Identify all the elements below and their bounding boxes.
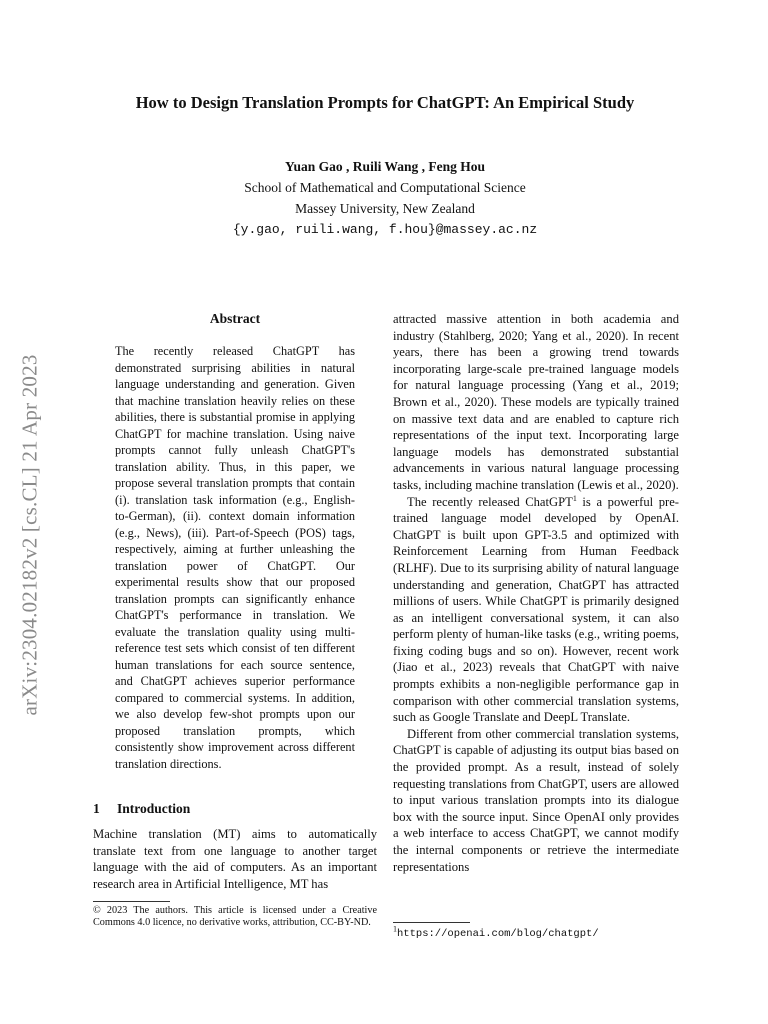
footnote-divider-left <box>93 901 170 902</box>
affiliation-school: School of Mathematical and Computational Science <box>244 180 526 195</box>
section-number: 1 <box>93 801 100 816</box>
right-paragraph-2 <box>393 494 679 726</box>
arxiv-identifier-text: arXiv:2304.02182v2 [cs.CL] 21 Apr 2023 <box>17 354 42 716</box>
right-paragraph-3: Different from other commercial translation systems, ChatGPT is capable of adjusting its output bias based on the provided prompt. As a result, instead of solely requesting translations from ChatGPT, users are allowed to input various translation prompts into its dialogue box with the source input. Since OpenAI only provides a web interface to access ChatGPT, we cannot modify the internal components or retrieve the intermediate representations <box>393 726 679 874</box>
license-footnote: © 2023 The authors. This article is licensed under a Creative Commons 4.0 licence, no derivative works, attribution, CC-BY-ND. <box>93 905 377 929</box>
author-block <box>80 156 690 240</box>
section-heading-introduction <box>93 801 190 817</box>
abstract-heading: Abstract <box>209 311 261 326</box>
url-footnote-marker: 1 <box>393 924 397 934</box>
paragraph-2-start: The recently released ChatGPT <box>407 494 573 509</box>
right-column <box>393 311 679 875</box>
footnote-marker: 1 <box>572 493 577 503</box>
section-title: Introduction <box>117 801 191 816</box>
author-names: Yuan Gao , Ruili Wang , Feng Hou <box>285 159 485 174</box>
author-emails: {y.gao, ruili.wang, f.hou}@massey.ac.nz <box>232 222 538 237</box>
paper-title: How to Design Translation Prompts for ChatGPT: An Empirical Study <box>135 93 635 112</box>
paragraph-2-rest: is a powerful pre-trained language model developed by OpenAI. ChatGPT is built upon GPT-3.5 and optimized with Reinforcement Learning from Human Feedback (RLHF). Due to its surprising ability of natural language understanding and generation, ChatGPT has attracted millions of users. While ChatGPT is primarily designed as an intelligent conversational system, it can also perform plenty of human-like tasks (e.g., writing poems, fixing coding bugs and so on). However, recent work (Jiao et al., 2023) reveals that ChatGPT with naive prompts exhibits a non-negligible performance gap in comparison with other commercial translation systems, such as Google Translate and DeepL Translate. <box>393 494 679 725</box>
url-footnote <box>393 924 599 940</box>
abstract-text: The recently released ChatGPT has demonstrated surprising abilities in natural language understanding and generation. Given that machine translation heavily relies on these abilities, there is substantial promise in applying ChatGPT for machine translation. Using naive prompts cannot fully unleash ChatGPT's translation ability. Thus, in this paper, we propose several translation prompts that contain (i). translation task information (e.g., English-to-German), (ii). context domain information (e.g., News), (iii). Part-of-Speech (POS) tags, respectively, aiming at further unleashing the translation power of ChatGPT. Our experimental results show that our proposed translation prompts can significantly enhance ChatGPT's performance in translation. We evaluate the translation quality using multi-reference test sets which consist of ten different human translations for each source sentence, and ChatGPT achieves superior performance compared to commercial systems. In addition, we also develop few-shot prompts upon our proposed translation prompts, which consistently show improvement across different translation directions. <box>115 344 355 771</box>
right-paragraph-1: attracted massive attention in both academia and industry (Stahlberg, 2020; Yang et al., 2020). In recent years, there has been a growing trend towards incorporating large-scale pre-trained language models for natural language processing (Yang et al., 2019; Brown et al., 2020). These models are typically trained on massive text data and are enabled to capture rich representations of the input text. Incorporating large language models has demonstrated substantial advancements in various natural language processing tasks, including machine translation (Lewis et al., 2020). <box>393 312 679 492</box>
affiliation-university: Massey University, New Zealand <box>295 201 475 216</box>
arxiv-identifier <box>10 320 50 750</box>
footnote-divider-right <box>393 922 470 923</box>
chatgpt-url-link[interactable]: https://openai.com/blog/chatgpt/ <box>397 928 599 940</box>
introduction-paragraph: Machine translation (MT) aims to automatically translate text from one language to another target language with the aid of computers. As an important research area in Artificial Intelligence, MT has <box>93 827 377 891</box>
